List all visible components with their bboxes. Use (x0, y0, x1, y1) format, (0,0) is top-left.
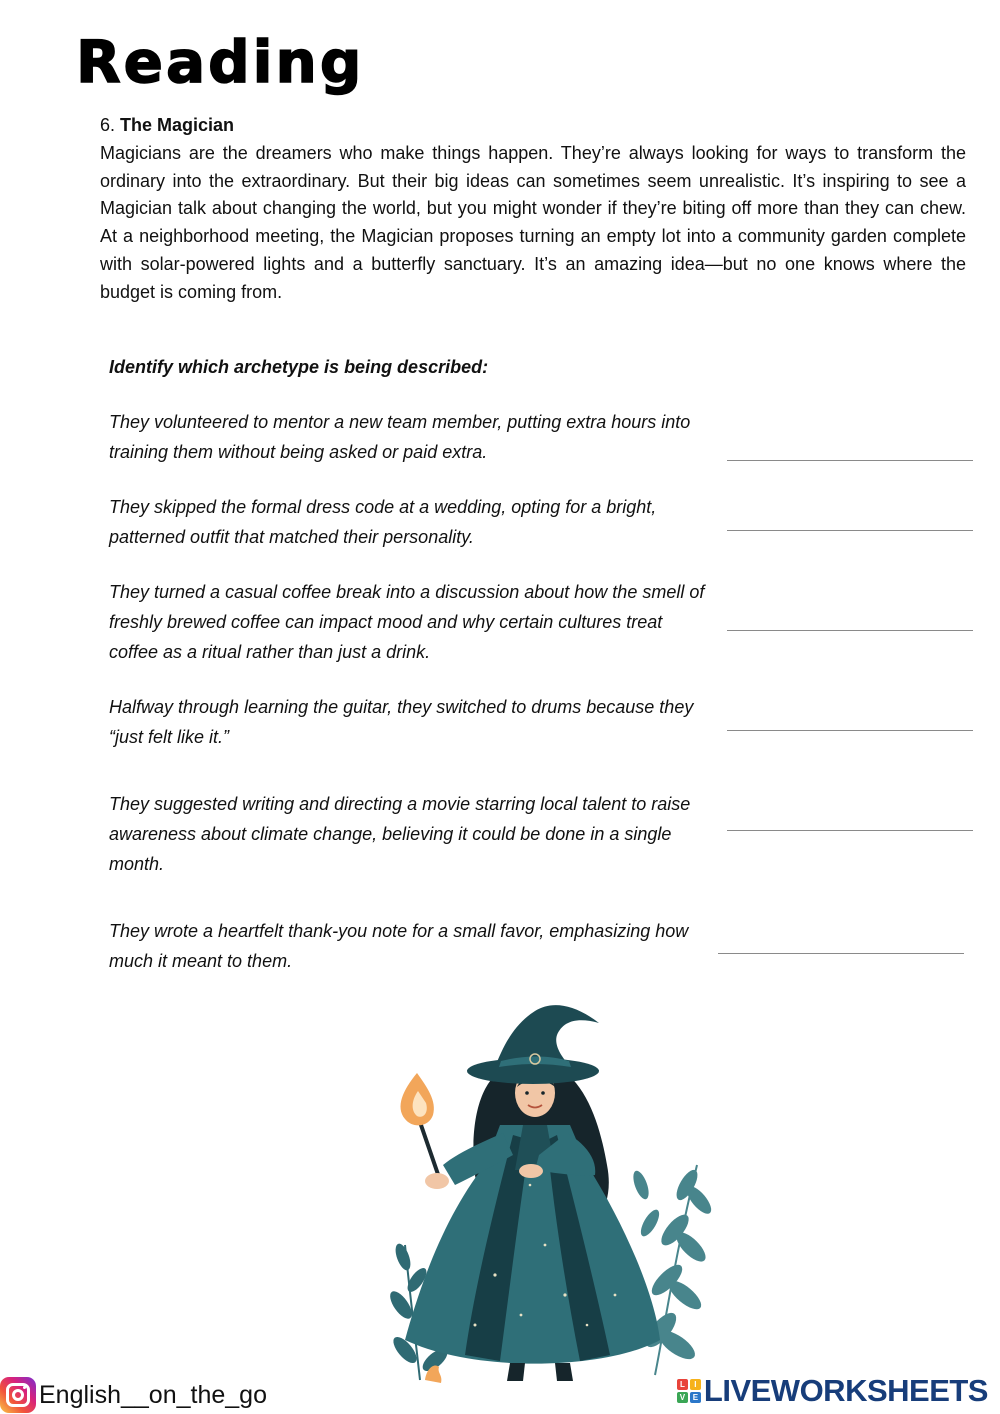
question-2: They skipped the formal dress code at a wedding, opting for a bright, patterned outfit that matched their personality. (109, 497, 657, 547)
logo-letter-l: L (677, 1379, 688, 1390)
answer-line-6[interactable] (718, 953, 964, 954)
answer-line-1[interactable] (727, 460, 973, 461)
question-5: They suggested writing and directing a movie starring local talent to raise awareness about climate change, believing it could be done in a single month. (109, 794, 691, 874)
footer-brand (677, 1374, 988, 1408)
reading-section (100, 112, 966, 307)
answer-line-2[interactable] (727, 530, 973, 531)
liveworksheets-logo-icon (677, 1379, 701, 1403)
section-heading (100, 112, 966, 140)
section-number: 6. (100, 115, 116, 135)
exercise-instruction: Identify which archetype is being described: (109, 357, 489, 377)
instagram-handle: English__on_the_go (39, 1380, 267, 1409)
answer-line-5[interactable] (727, 830, 973, 831)
brand-name: LIVEWORKSHEETS (703, 1373, 988, 1408)
question-3: They turned a casual coffee break into a discussion about how the smell of freshly brewed coffee can impact mood and why certain cultures treat coffee as a ritual rather than just a drink. (109, 582, 705, 662)
footer-instagram (0, 1376, 267, 1414)
reading-passage: Magicians are the dreamers who make things happen. They’re always looking for ways to transform the ordinary into the extraordinary. But their big ideas can sometimes seem unrealistic. It’s inspiring to see a Magician talk about changing the world, but you might wonder if they’re biting off more than they can chew. At a neighborhood meeting, the Magician proposes turning an empty lot into a community garden complete with solar-powered lights and a butterfly sanctuary. It’s an amazing idea—but no one knows where the budget is coming from. (100, 142, 966, 302)
question-6: They wrote a heartfelt thank-you note for a small favor, emphasizing how much it meant to them. (109, 921, 689, 971)
logo-letter-v: V (677, 1392, 688, 1403)
question-4: Halfway through learning the guitar, they switched to drums because they “just felt like it.” (109, 697, 694, 747)
logo-letter-e: E (690, 1392, 701, 1403)
section-title: The Magician (120, 115, 235, 135)
logo-letter-i: I (690, 1379, 701, 1390)
page-title: Reading (76, 28, 365, 96)
instagram-icon (0, 1377, 36, 1413)
question-1: They volunteered to mentor a new team member, putting extra hours into training them without being asked or paid extra. (109, 412, 691, 462)
answer-line-4[interactable] (727, 730, 973, 731)
answer-line-3[interactable] (727, 630, 973, 631)
magician-illustration (325, 995, 725, 1395)
